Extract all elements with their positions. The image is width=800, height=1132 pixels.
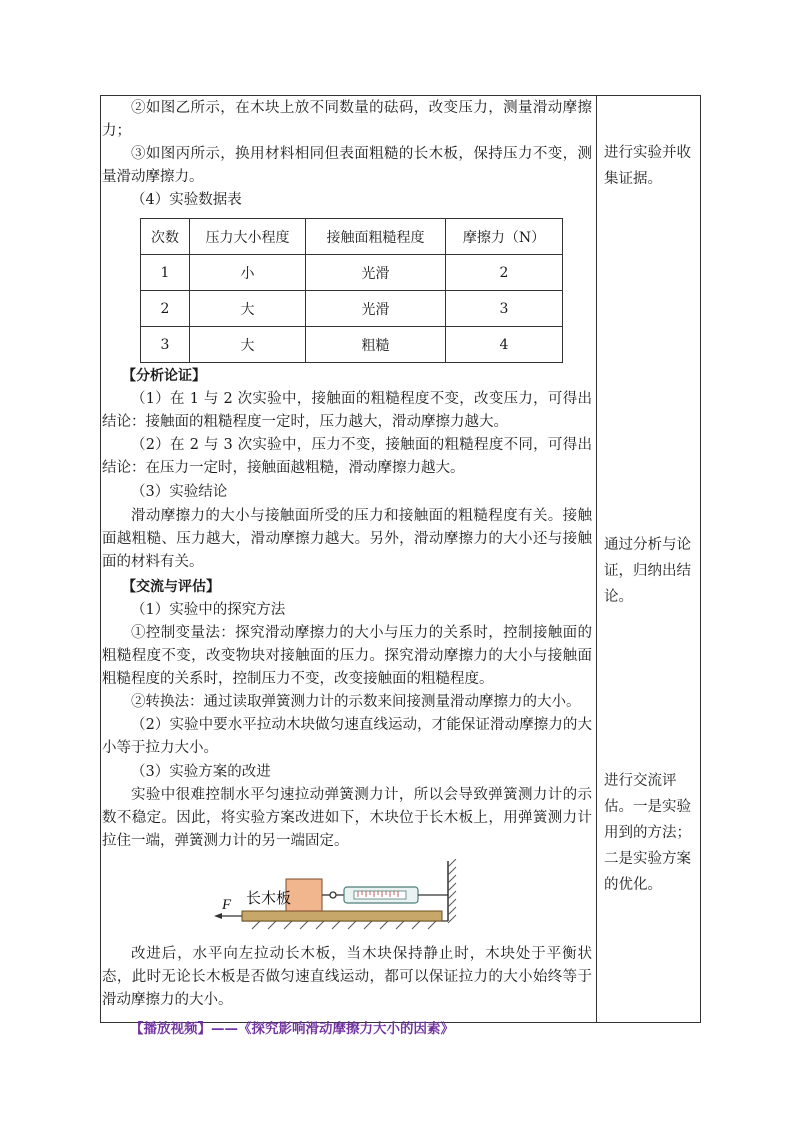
table-cell: 4 bbox=[446, 327, 563, 363]
table-cell: 小 bbox=[190, 255, 306, 291]
evaluation-paragraph-4: （2）实验中要水平拉动木块做匀速直线运动，才能保证滑动摩擦力的大小等于拉力大小。 bbox=[102, 717, 592, 756]
table-cell: 大 bbox=[190, 327, 306, 363]
table-cell: 3 bbox=[446, 291, 563, 327]
table-cell: 光滑 bbox=[306, 255, 446, 291]
column-divider bbox=[596, 95, 597, 1023]
table-row bbox=[141, 291, 563, 327]
table-cell: 粗糙 bbox=[306, 327, 446, 363]
force-label: F bbox=[222, 897, 232, 913]
side-note-experiment: 进行实验并收集证据。 bbox=[604, 145, 691, 187]
evaluation-paragraph-1: （1）实验中的探究方法 bbox=[131, 602, 286, 618]
side-note-analysis: 通过分析与论证，归纳出结论。 bbox=[604, 537, 691, 605]
table-cell: 2 bbox=[446, 255, 563, 291]
table-title: （4）实验数据表 bbox=[131, 192, 242, 208]
table-cell: 3 bbox=[141, 327, 190, 363]
analysis-paragraph-2: （2）在 2 与 3 次实验中，压力不变，接触面的粗糙程度不同，可得出结论：在压力一定时，接触面越粗糙，滑动摩擦力越大。 bbox=[102, 437, 592, 476]
analysis-paragraph-1: （1）在 1 与 2 次实验中，接触面的粗糙程度不变，改变压力，可得出结论：接触面的粗糙程度一定时，压力越大，滑动摩擦力越大。 bbox=[102, 391, 592, 430]
step-2-text: ②如图乙所示，在木块上放不同数量的砝码，改变压力，测量滑动摩擦力； bbox=[102, 100, 592, 139]
table-cell: 光滑 bbox=[306, 291, 446, 327]
evaluation-paragraph-7: 改进后，水平向左拉动长木板，当木块保持静止时，木块处于平衡状态，此时无论长木板是否做匀速直线运动，都可以保证拉力的大小始终等于滑动摩擦力的大小。 bbox=[102, 946, 592, 1008]
step-3-text: ③如图丙所示，换用材料相同但表面粗糙的长木板，保持压力不变，测量滑动摩擦力。 bbox=[102, 146, 592, 185]
table-row bbox=[141, 255, 563, 291]
table-cell: 1 bbox=[141, 255, 190, 291]
evaluation-paragraph-5: （3）实验方案的改进 bbox=[131, 764, 271, 780]
table-cell: 2 bbox=[141, 291, 190, 327]
table-row bbox=[141, 327, 563, 363]
main-column bbox=[102, 95, 592, 1055]
play-video-link[interactable]: 【播放视频】——《探究影响滑动摩擦力大小的因素》 bbox=[130, 1021, 454, 1037]
header-count: 次数 bbox=[141, 219, 190, 255]
header-roughness: 接触面粗糙程度 bbox=[306, 219, 446, 255]
evaluation-paragraph-6: 实验中很难控制水平匀速拉动弹簧测力计，所以会导致弹簧测力计的示数不稳定。因此，将实验方案改进如下，木块位于长木板上，用弹簧测力计拉住一端，弹簧测力计的另一端固定。 bbox=[102, 787, 592, 849]
evaluation-heading: 【交流与评估】 bbox=[122, 579, 220, 595]
improved-setup-diagram bbox=[102, 859, 592, 939]
evaluation-paragraph-2: ①控制变量法：探究滑动摩擦力的大小与压力的关系时，控制接触面的粗糙程度不变，改变物块对接触面的压力。探究滑动摩擦力的大小与接触面粗糙程度的关系时，控制压力不变，改变接触面的粗糙程度。 bbox=[102, 625, 592, 687]
table-header-row bbox=[141, 219, 563, 255]
board-label: 长木板 bbox=[246, 889, 292, 907]
analysis-heading: 【分析论证】 bbox=[122, 368, 206, 384]
header-pressure: 压力大小程度 bbox=[190, 219, 306, 255]
setup-figure bbox=[212, 859, 472, 937]
evaluation-paragraph-3: ②转换法：通过读取弹簧测力计的示数来间接测量滑动摩擦力的大小。 bbox=[131, 694, 581, 710]
experiment-data-table bbox=[140, 218, 563, 363]
analysis-conclusion: 滑动摩擦力的大小与接触面所受的压力和接触面的粗糙程度有关。接触面越粗糙、压力越大，滑动摩擦力越大。另外，滑动摩擦力的大小还与接触面的材料有关。 bbox=[102, 508, 592, 570]
side-note-evaluation: 进行交流评估。一是实验用到的方法；二是实验方案的优化。 bbox=[604, 773, 691, 893]
analysis-paragraph-3: （3）实验结论 bbox=[131, 484, 228, 500]
table-cell: 大 bbox=[190, 291, 306, 327]
header-friction: 摩擦力（N） bbox=[446, 219, 563, 255]
